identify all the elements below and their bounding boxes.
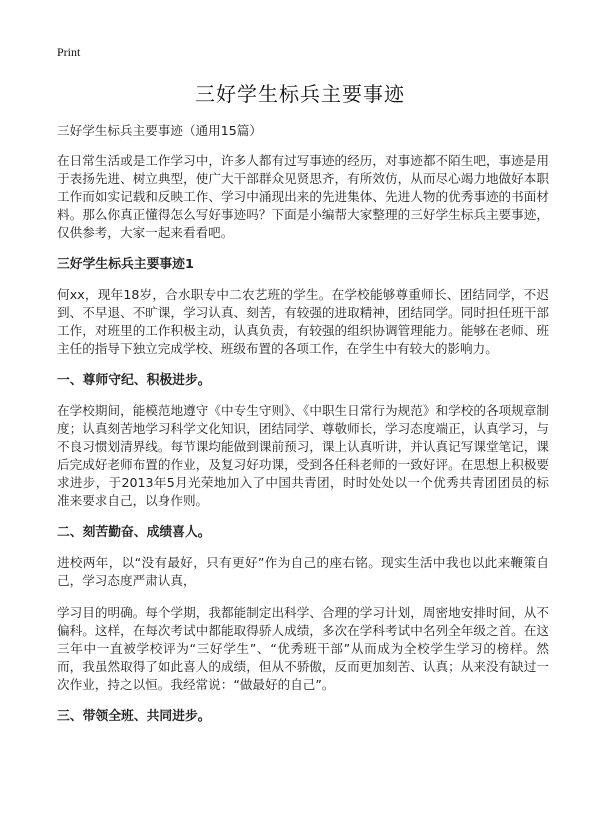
section-heading-1: 三好学生标兵主要事迹1 — [57, 257, 194, 272]
section-2-paragraph: 在学校期间，能模范地遵守《中专生守则》、《中职生日常行为规范》和学校的各项规章制度；认真刻苦地学习科学文化知识，团结同学、尊敬师长，学习态度端正，认真学习，与不良习惯划清界线。每节课均能做到课前预习，课上认真听讲，并认真记写课堂笔记，课后完成好老师布置的作业，及复习好功课，受到各任科老师的一致好评。在思想上积极要求进步，于2013年5月光荣地加入了中国共青团，时时处处以一个优秀共青团团员的标准来要求自己，以身作则。 — [57, 403, 549, 508]
section-heading-2: 一、尊师守纪、积极进步。 — [57, 373, 211, 388]
section-1-paragraph: 何xx，现年18岁，合水职专中二农艺班的学生。在学校能够尊重师长、团结同学，不迟到、不早退、不旷课，学习认真、刻苦，有较强的进取精神，团结同学。同时担任班干部工作，对班里的工作积极主动，认真负责，有较强的组织协调管理能力。能够在老师、班主任的指导下独立完成学校、班级布置的各项工作，在学生中有较大的影响力。 — [57, 287, 549, 356]
page-title: 三好学生标兵主要事迹 — [195, 82, 405, 106]
intro-paragraph: 在日常生活或是工作学习中，许多人都有过写事迹的经历，对事迹都不陌生吧，事迹是用于表扬先进、树立典型，使广大干部群众见贤思齐，有所效仿，从而尽心竭力地做好本职工作而如实记载和反映工作、学习中涌现出来的先进集体、先进人物的优秀事迹的书面材料。那么你真正懂得怎么写好事迹吗？下面是小编帮大家整理的三好学生标兵主要事迹，仅供参考，大家一起来看看吧。 — [57, 153, 549, 240]
section-heading-4: 三、带领全班、共同进步。 — [57, 709, 211, 724]
print-link[interactable]: Print — [57, 45, 81, 59]
section-3-paragraph-1: 进校两年，以“没有最好，只有更好”作为自己的座右铭。现实生活中我也以此来鞭策自己，学习态度严肃认真， — [57, 555, 549, 588]
section-3-paragraph-2: 学习目的明确。每个学期，我都能制定出科学、合理的学习计划，周密地安排时间，从不偏科。这样，在每次考试中都能取得骄人成绩，多次在学科考试中名列全年级之首。在这三年中一直被学校评为“三好学生”、“优秀班干部”从而成为全校学生学习的榜样。然而，我虽然取得了如此喜人的成绩，但从不骄傲，反而更加刻苦、认真；从来没有缺过一次作业，持之以恒。我经常说：“做最好的自己”。 — [57, 605, 549, 692]
document-subtitle: 三好学生标兵主要事迹（通用15篇） — [57, 123, 262, 138]
document-body — [57, 122, 549, 738]
section-heading-3: 二、刻苦勤奋、成绩喜人。 — [57, 525, 211, 540]
